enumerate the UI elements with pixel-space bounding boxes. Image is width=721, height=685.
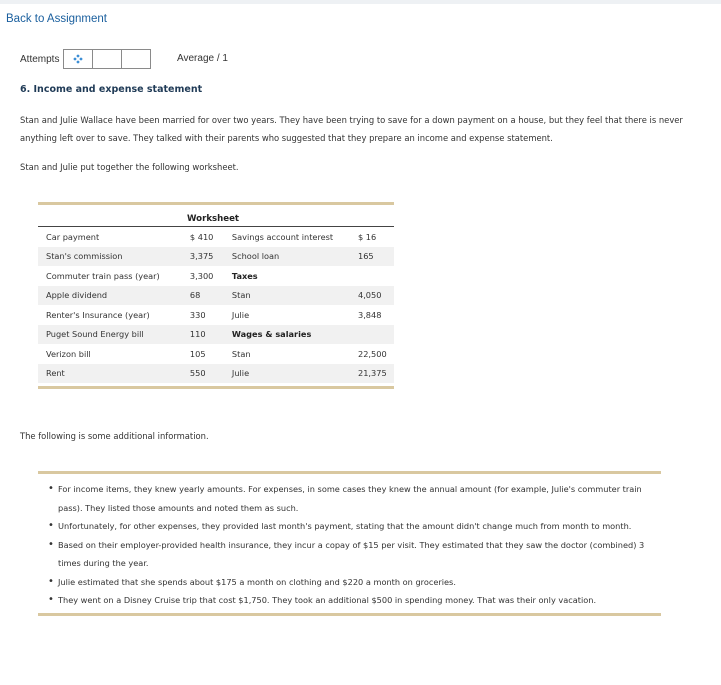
back-to-assignment-link[interactable]: Back to Assignment <box>6 13 107 25</box>
cell-amount: 550 <box>186 364 227 384</box>
question-intro: Stan and Julie Wallace have been married for over two years. They have been trying to save for a down payment on a house, but they feel that there is never anything left over to save. They talked with their parents who suggested that they prepare an income and expense statement. <box>20 115 683 143</box>
table-row <box>38 286 394 306</box>
cell-item2: Stan <box>231 348 251 359</box>
cell-amount2: 22,500 <box>358 348 387 359</box>
cell-item2: Stan <box>227 286 356 306</box>
list-item: • For income items, they knew yearly amounts. For expenses, in some cases they knew the annual amount (for example, Julie's commuter train pass). They listed those amounts and noted them as such. <box>48 480 661 517</box>
cell-item: Rent <box>38 364 186 384</box>
attempt-box-3[interactable] <box>121 49 151 69</box>
cell-item: Apple dividend <box>38 286 186 306</box>
cell-item2: Julie <box>231 309 250 320</box>
worksheet-title: Worksheet <box>187 214 240 224</box>
cell-item: Commuter train pass (year) <box>46 270 160 281</box>
table-row <box>38 305 394 325</box>
attempt-marker-icon <box>73 54 83 64</box>
cell-amount2 <box>356 266 394 286</box>
info-top-rule <box>38 471 661 474</box>
cell-item: Puget Sound Energy bill <box>38 325 186 345</box>
cell-item: Stan's commission <box>38 247 186 267</box>
table-row <box>38 266 394 286</box>
additional-info-box <box>38 471 661 616</box>
cell-item: Renter's Insurance (year) <box>46 309 150 320</box>
cell-item2: School loan <box>227 247 356 267</box>
cell-amount2: 3,848 <box>358 309 382 320</box>
info-bottom-rule <box>38 613 661 616</box>
worksheet-bottom-rule <box>38 386 394 389</box>
cell-item: Verizon bill <box>46 348 91 359</box>
cell-heading-taxes: Taxes <box>231 270 258 281</box>
cell-amount2 <box>356 325 394 345</box>
worksheet-table <box>38 226 394 383</box>
cell-amount2: 4,050 <box>356 286 394 306</box>
attempts-row <box>20 49 151 69</box>
cell-amount: 105 <box>189 348 206 359</box>
cell-amount: $ 410 <box>186 227 227 247</box>
cell-amount: 68 <box>186 286 227 306</box>
additional-info-intro: The following is some additional information. <box>20 431 209 441</box>
cell-amount: 3,375 <box>186 247 227 267</box>
list-item: • They went on a Disney Cruise trip that cost $1,750. They took an additional $500 in spending money. That was their only vacation. <box>48 591 661 610</box>
additional-info-list <box>38 480 661 610</box>
worksheet <box>38 202 394 389</box>
cell-amount2: 21,375 <box>356 364 394 384</box>
cell-item2: Savings account interest <box>227 227 356 247</box>
attempts-label: Attempts <box>20 53 60 65</box>
table-row <box>38 247 394 267</box>
list-item: • Julie estimated that she spends about $175 a month on clothing and $220 a month on groceries. <box>48 573 661 592</box>
list-item: • Based on their employer-provided health insurance, they incur a copay of $15 per visit. They estimated that they saw the doctor (combined) 3 times during the year. <box>48 536 661 573</box>
list-item: • Unfortunately, for other expenses, they provided last month's payment, stating that the amount didn't change much from month to month. <box>48 517 661 536</box>
attempt-box-2[interactable] <box>92 49 122 69</box>
cell-amount: 110 <box>186 325 227 345</box>
cell-item2: Julie <box>227 364 356 384</box>
top-border <box>0 0 721 4</box>
attempt-boxes <box>63 49 151 69</box>
cell-amount2: $ 16 <box>356 227 394 247</box>
table-row <box>38 344 394 364</box>
average-score: Average / 1 <box>177 53 228 64</box>
cell-amount2: 165 <box>356 247 394 267</box>
cell-heading-wages: Wages & salaries <box>227 325 356 345</box>
table-row <box>38 227 394 247</box>
attempt-box-1[interactable] <box>63 49 93 69</box>
question-title: 6. Income and expense statement <box>20 84 203 95</box>
cell-item: Car payment <box>38 227 186 247</box>
table-row <box>38 364 394 384</box>
cell-amount: 3,300 <box>189 270 214 281</box>
cell-amount: 330 <box>189 309 206 320</box>
table-row <box>38 325 394 345</box>
worksheet-intro: Stan and Julie put together the following worksheet. <box>20 162 239 172</box>
